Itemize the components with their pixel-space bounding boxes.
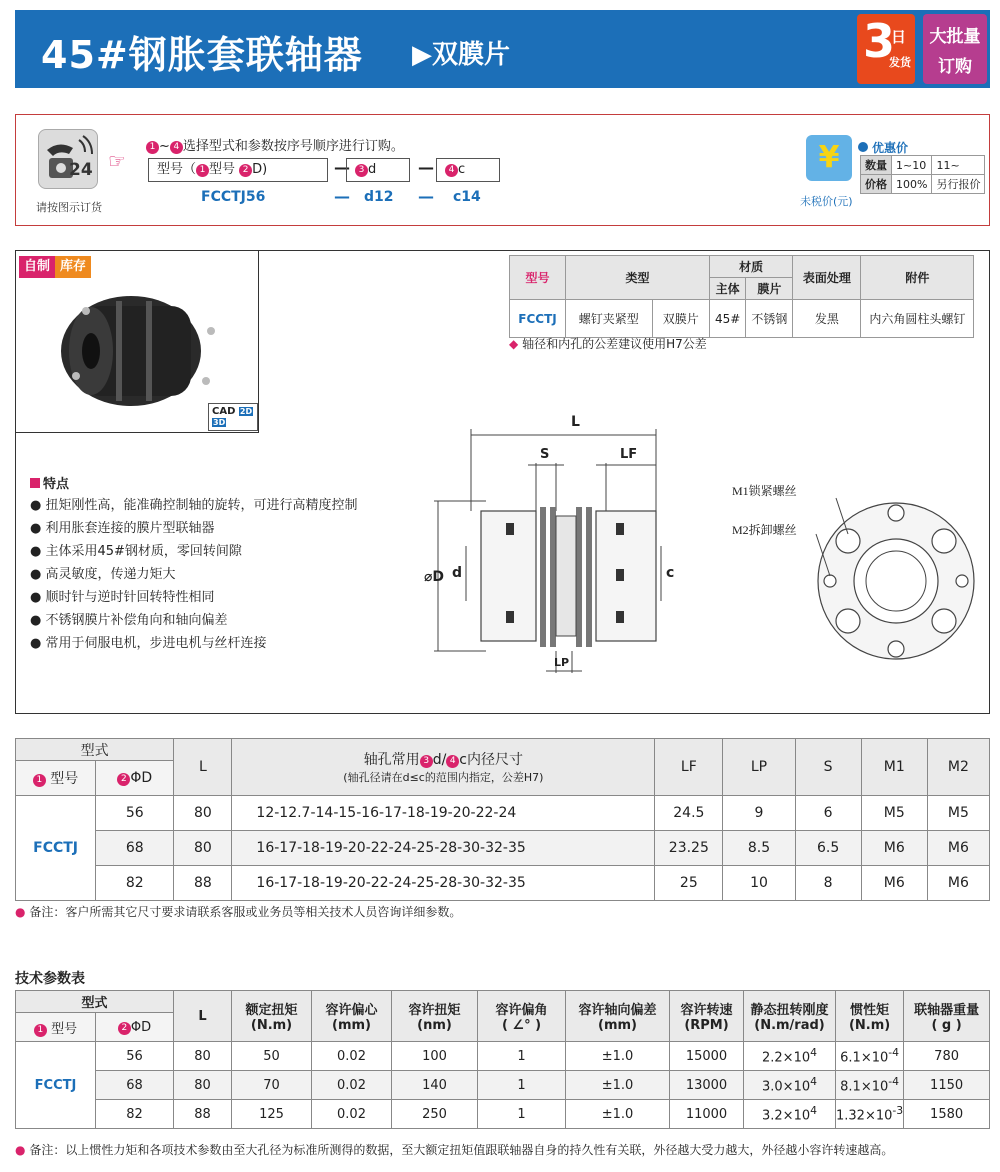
order-instruction: [146, 135, 404, 154]
tt-cell: 15000: [670, 1042, 744, 1071]
code-c: c14: [453, 189, 481, 205]
tt-phid-text: ΦD: [130, 1019, 152, 1035]
cad-label: CAD: [212, 406, 236, 417]
tt-cell: 11000: [670, 1100, 744, 1129]
dt-cell: 25: [655, 866, 723, 901]
box3-circle: 4: [445, 164, 458, 177]
pointing-hand-icon: ☞: [108, 149, 126, 173]
badge-days-line2: 发货: [889, 56, 911, 69]
badge-bulk-line2: 订购: [938, 57, 972, 77]
instruction-text: 选择型式和参数按序号顺序进行订购。: [182, 139, 404, 154]
tt-cell: 0.02: [312, 1042, 392, 1071]
dt-model: FCCTJ: [16, 796, 96, 901]
inertia-exp: -4: [888, 1075, 900, 1089]
dt-cell: 6: [795, 796, 861, 831]
tt-cell: 1150: [904, 1071, 990, 1100]
phone-order-icon: [38, 129, 98, 189]
tt-h-ecc-t: 容许偏心: [325, 1003, 378, 1018]
features-title-text: 特点: [43, 477, 70, 492]
dt-cell: 8.5: [723, 831, 795, 866]
tt-h-angle-t: 容许偏角: [495, 1003, 548, 1018]
mt-type: 螺钉夹紧型: [566, 300, 653, 338]
tt-model-circle: 1: [34, 1024, 47, 1037]
dt-h-S: S: [795, 739, 861, 796]
tt-cell: 140: [392, 1071, 478, 1100]
dt-cell: M6: [861, 866, 927, 901]
dt-cell: M5: [927, 796, 989, 831]
label-S: S: [540, 447, 550, 462]
tt-cell: [744, 1042, 836, 1071]
tt-h-torque-u: (N.m): [250, 1018, 293, 1033]
label-M1: M1锁紧螺丝: [732, 484, 797, 498]
bullet-icon: [858, 142, 868, 152]
tt-h-weight-u: ( g ): [931, 1018, 962, 1033]
dt-cell: 6.5: [795, 831, 861, 866]
dt-cell: 56: [96, 796, 174, 831]
circle-num-4: 4: [170, 141, 183, 154]
dt-h-LP: LP: [723, 739, 795, 796]
tt-cell: 70: [232, 1071, 312, 1100]
feature-item: ● 顺时针与逆时针回转特性相同: [30, 586, 358, 609]
dash-2: —: [418, 158, 434, 177]
tt-cell: 1: [478, 1042, 566, 1071]
tt-phid-circle: 2: [118, 1022, 131, 1035]
dt-h-M2: M2: [927, 739, 989, 796]
dt-cell: M6: [861, 831, 927, 866]
mt-h-body: 主体: [710, 278, 746, 300]
arrow-icon: ▶: [412, 40, 432, 70]
tt-h-L: L: [174, 991, 232, 1042]
tt-h-axial-t: 容许轴向偏差: [578, 1003, 657, 1018]
price-title: [858, 139, 908, 156]
price-row-qty: [861, 156, 985, 175]
stiff-base: 3.2×10: [762, 1108, 811, 1124]
note-bullet: ●: [15, 1143, 26, 1157]
badge-days-line1: 日: [891, 28, 907, 46]
dt-h-bore-sub: (轴孔径请在d≤c的范围内指定，公差H7): [343, 771, 544, 784]
tt-h-ecc-u: (mm): [332, 1018, 371, 1033]
tt-h-inertia-t: 惯性矩: [850, 1003, 890, 1018]
tech-table-title: 技术参数表: [15, 971, 85, 987]
tt-cell: [836, 1100, 904, 1129]
tt-cell: [744, 1100, 836, 1129]
price-cell: 另行报价: [932, 175, 985, 194]
inertia-base: 6.1×10: [840, 1050, 889, 1066]
tt-cell: 1: [478, 1071, 566, 1100]
code-d: d12: [364, 189, 394, 205]
price-row-price: [861, 175, 985, 194]
dt-cell: 9: [723, 796, 795, 831]
tt-h-speed: [670, 991, 744, 1042]
price-cell: 价格: [861, 175, 892, 194]
label-LF: LF: [620, 447, 638, 462]
bore-c: c内径尺寸: [459, 752, 523, 768]
dt-h-bore-main: [232, 749, 654, 769]
mt-h-accessory: 附件: [861, 256, 974, 300]
inertia-exp: -4: [888, 1046, 900, 1060]
tt-h-weight-t: 联轴器重量: [914, 1003, 980, 1018]
subtitle-text: 双膜片: [432, 40, 511, 70]
stiff-base: 3.0×10: [762, 1079, 811, 1095]
mt-surface: 发黑: [793, 300, 861, 338]
code-dash-2: —: [418, 187, 434, 206]
tt-h-ecc: [312, 991, 392, 1042]
label-d: d: [452, 565, 463, 581]
box2-circle: 3: [355, 164, 368, 177]
tilde: ~: [159, 139, 170, 154]
label-L: L: [571, 414, 580, 430]
feature-item: ● 主体采用45#钢材质，零回转间隙: [30, 540, 358, 563]
inertia-base: 8.1×10: [840, 1079, 889, 1095]
dimension-note: [15, 903, 461, 920]
table-row: [16, 1100, 990, 1129]
badge-days-number: 3: [863, 14, 896, 68]
price-caption: 未税价(元): [800, 195, 853, 208]
tolerance-note: [509, 335, 707, 352]
c-field-box: [436, 158, 500, 182]
table-row: [16, 831, 990, 866]
tt-cell: ±1.0: [566, 1100, 670, 1129]
tt-h-inertia: [836, 991, 904, 1042]
tt-cell: 0.02: [312, 1100, 392, 1129]
tag-group: [19, 256, 91, 278]
mt-model: FCCTJ: [510, 300, 566, 338]
tech-note: [15, 1141, 893, 1158]
tt-h-torque-t: 额定扭矩: [245, 1003, 298, 1018]
tt-model: FCCTJ: [16, 1042, 96, 1129]
price-cell: 1~10: [892, 156, 932, 175]
price-cell: 数量: [861, 156, 892, 175]
cad-3d: 3D: [213, 418, 226, 427]
phid-circle: 2: [117, 773, 130, 786]
dimension-table: [15, 738, 990, 901]
dt-cell: 88: [174, 866, 232, 901]
dt-cell: 80: [174, 831, 232, 866]
mt-h-surface: 表面处理: [793, 256, 861, 300]
cad-badge[interactable]: [208, 403, 258, 431]
mt-h-model: 型号: [510, 256, 566, 300]
dt-h-LF: LF: [655, 739, 723, 796]
tt-h-ptorque: [392, 991, 478, 1042]
bulk-order-badge: [923, 14, 987, 84]
tt-h-inertia-u: (N.m): [848, 1018, 891, 1033]
dt-h-M1: M1: [861, 739, 927, 796]
three-day-shipping-badge: [857, 14, 915, 84]
table-row: [16, 1071, 990, 1100]
tt-cell: 80: [174, 1042, 232, 1071]
dt-h-type: 型式: [16, 739, 174, 761]
box1-prefix: 型号（: [157, 162, 197, 177]
code-dash-1: —: [334, 187, 350, 206]
mt-h-type: 类型: [566, 256, 710, 300]
dt-cell: M6: [927, 831, 989, 866]
tt-h-torque: [232, 991, 312, 1042]
dt-cell: 10: [723, 866, 795, 901]
tt-cell: 82: [96, 1100, 174, 1129]
model-circle: 1: [33, 774, 46, 787]
tt-h-speed-u: (RPM): [684, 1018, 729, 1033]
note-text: 备注：以上惯性力矩和各项技术参数由至大孔径为标准所测得的数据，至大额定扭矩值跟联轴器自身的持久性有关联，外径越大受力越大，外径越小容许转速越高。: [29, 1143, 894, 1157]
tt-h-stiff: [744, 991, 836, 1042]
feature-item: ● 利用胀套连接的膜片型联轴器: [30, 517, 358, 540]
tt-cell: [744, 1071, 836, 1100]
box1-circle1: 1: [196, 164, 209, 177]
box1-suffix: D): [252, 162, 268, 177]
feature-item: ● 不锈钢膜片补偿角向和轴向偏差: [30, 609, 358, 632]
dt-cell: 68: [96, 831, 174, 866]
stiff-base: 2.2×10: [762, 1050, 811, 1066]
phone-24-label: 24: [69, 160, 93, 180]
inertia-base: 1.32×10: [836, 1108, 893, 1124]
features-title: [30, 473, 69, 492]
mt-membrane: 不锈钢: [746, 300, 793, 338]
tt-cell: 88: [174, 1100, 232, 1129]
tt-cell: 250: [392, 1100, 478, 1129]
dt-cell: 80: [174, 796, 232, 831]
dt-cell: 82: [96, 866, 174, 901]
model-field-box: [148, 158, 328, 182]
stiff-exp: 4: [810, 1075, 817, 1089]
label-LP: LP: [554, 656, 570, 669]
label-D: ⌀D: [424, 569, 445, 585]
tt-cell: 68: [96, 1071, 174, 1100]
mt-body: 45#: [710, 300, 746, 338]
material-table: [509, 255, 974, 338]
page-header: [15, 10, 990, 88]
box3-text: c: [458, 162, 466, 177]
tt-h-angle: [478, 991, 566, 1042]
page-title: 45#钢胀套联轴器: [41, 33, 363, 77]
note-text: 备注：客户所需其它尺寸要求请联系客服或业务员等相关技术人员咨询详细参数。: [29, 905, 462, 919]
box2-text: d: [368, 162, 377, 177]
tt-cell: 125: [232, 1100, 312, 1129]
tt-cell: 100: [392, 1042, 478, 1071]
diamond-icon: ◆: [509, 337, 519, 351]
dt-cell: 23.25: [655, 831, 723, 866]
price-cell: 11~: [932, 156, 985, 175]
feature-item: ● 高灵敏度，传递力矩大: [30, 563, 358, 586]
phone-caption: 请按图示订货: [36, 201, 102, 214]
square-icon: [30, 478, 40, 488]
circle-num-1: 1: [146, 141, 159, 154]
mt-h-membrane: 膜片: [746, 278, 793, 300]
dash-1: —: [334, 158, 350, 177]
note-bullet: ●: [15, 905, 26, 919]
dt-h-L: L: [174, 739, 232, 796]
dt-cell: M6: [927, 866, 989, 901]
coupling-side-diagram: [416, 411, 716, 681]
tt-cell: 50: [232, 1042, 312, 1071]
coupling-front-diagram: [732, 476, 976, 676]
tt-h-axial-u: (mm): [598, 1018, 637, 1033]
phid-text: ΦD: [130, 770, 153, 786]
label-M2: M2拆卸螺丝: [732, 523, 797, 537]
page-subtitle: [412, 34, 510, 71]
inertia-exp: -3: [892, 1104, 904, 1118]
stiff-exp: 4: [810, 1046, 817, 1060]
tt-cell: 56: [96, 1042, 174, 1071]
tag-self-made: 自制: [19, 256, 55, 278]
features-list: [30, 494, 358, 655]
price-table: [860, 155, 985, 194]
box1-mid: 型号: [209, 162, 240, 177]
tt-cell: ±1.0: [566, 1042, 670, 1071]
bore-circle-4: 4: [446, 755, 459, 768]
label-c: c: [666, 565, 675, 581]
tag-in-stock: 库存: [55, 256, 91, 278]
feature-item: ● 常用于伺服电机，步进电机与丝杆连接: [30, 632, 358, 655]
mt-accessory: 内六角圆柱头螺钉: [861, 300, 974, 338]
dt-h-phid: [96, 761, 174, 796]
tt-h-stiff-u: (N.m/rad): [754, 1018, 825, 1033]
bore-circle-3: 3: [420, 755, 433, 768]
dt-cell: 24.5: [655, 796, 723, 831]
tt-cell: 1: [478, 1100, 566, 1129]
tt-h-speed-t: 容许转速: [680, 1003, 733, 1018]
cad-2d: 2D: [239, 407, 253, 416]
tolerance-text: 轴径和内孔的公差建议使用H7公差: [522, 337, 707, 351]
table-row: [16, 796, 990, 831]
tt-cell: 13000: [670, 1071, 744, 1100]
tt-h-phid: [96, 1013, 174, 1042]
feature-item: ● 扭矩刚性高，能准确控制轴的旋转，可进行高精度控制: [30, 494, 358, 517]
dt-cell: 12-12.7-14-15-16-17-18-19-20-22-24: [232, 796, 655, 831]
mt-h-material: 材质: [710, 256, 793, 278]
dt-cell: 16-17-18-19-20-22-24-25-28-30-32-35: [232, 831, 655, 866]
tt-h-ptorque-u: (nm): [417, 1018, 452, 1033]
dt-cell: M5: [861, 796, 927, 831]
dt-cell: 16-17-18-19-20-22-24-25-28-30-32-35: [232, 866, 655, 901]
tt-cell: 80: [174, 1071, 232, 1100]
yen-icon: ¥: [806, 135, 852, 181]
tt-h-type: 型式: [16, 991, 174, 1013]
d-field-box: [346, 158, 410, 182]
dt-cell: 8: [795, 866, 861, 901]
tt-cell: 1580: [904, 1100, 990, 1129]
dt-h-bore: [232, 739, 655, 796]
box1-circle2: 2: [239, 164, 252, 177]
tt-h-model: [16, 1013, 96, 1042]
tt-h-angle-u: ( ∠° ): [501, 1018, 542, 1033]
order-instructions-box: [15, 114, 990, 226]
mt-type2: 双膜片: [652, 300, 709, 338]
tt-h-ptorque-t: 容许扭矩: [408, 1003, 461, 1018]
tt-cell: ±1.0: [566, 1071, 670, 1100]
tt-h-stiff-t: 静态扭转刚度: [750, 1003, 829, 1018]
tt-cell: 780: [904, 1042, 990, 1071]
product-photo: [16, 251, 259, 433]
bore-b: d/: [432, 752, 447, 768]
tt-model-text: 型号: [51, 1021, 78, 1037]
stiff-exp: 4: [810, 1104, 817, 1118]
tt-cell: [836, 1042, 904, 1071]
price-title-text: 优惠价: [872, 141, 909, 155]
tt-h-axial: [566, 991, 670, 1042]
dt-h-model: [16, 761, 96, 796]
price-cell: 100%: [892, 175, 932, 194]
table-row: [16, 1042, 990, 1071]
table-row: [16, 866, 990, 901]
tt-cell: [836, 1071, 904, 1100]
product-section: [15, 250, 990, 714]
tech-params-table: [15, 990, 990, 1129]
bore-a: 轴孔常用: [363, 752, 420, 768]
badge-bulk-line1: 大批量: [929, 27, 981, 47]
model-text: 型号: [50, 771, 79, 787]
tt-cell: 0.02: [312, 1071, 392, 1100]
code-model: FCCTJ56: [201, 189, 266, 205]
tt-h-weight: [904, 991, 990, 1042]
